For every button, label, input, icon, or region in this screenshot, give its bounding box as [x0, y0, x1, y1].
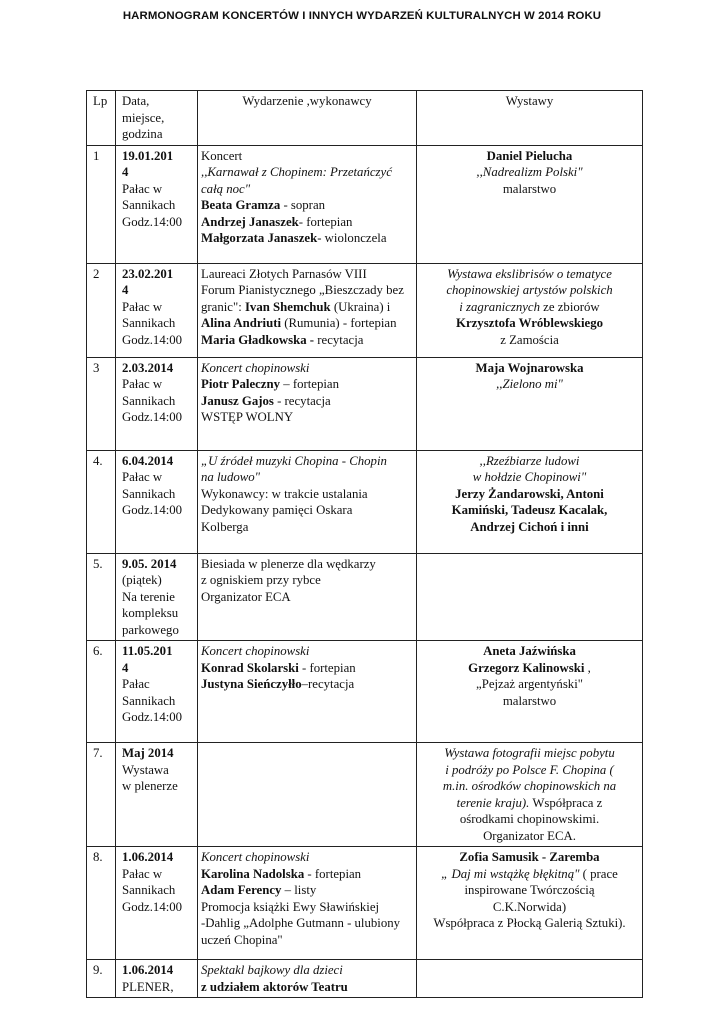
row-date-place: [116, 263, 198, 357]
event-line: Biesiada w plenerze dla wędkarzy: [201, 556, 376, 571]
date-line: 4: [122, 283, 129, 297]
event-line: WSTĘP WOLNY: [201, 410, 294, 424]
exhibit-line: ,,Rzeźbiarze ludowi: [479, 453, 580, 468]
date-line: 9.05. 2014: [122, 556, 177, 571]
date-line: 23.02.201: [122, 266, 174, 281]
table-row: [87, 145, 643, 263]
exhibit-line: Jerzy Żandarowski, Antoni: [455, 486, 604, 501]
exhibit-line: ,,Nadrealizm Polski": [476, 165, 583, 179]
date-line: 1.06.2014: [122, 963, 174, 977]
event-line: Adam Ferency – listy: [201, 883, 317, 897]
date-line: Na terenie: [122, 589, 175, 604]
exhibit-line: Współpraca z Płocką Galerią Sztuki).: [433, 916, 626, 930]
row-date-place: [116, 145, 198, 263]
date-line: 1.06.2014: [122, 850, 174, 864]
event-line: uczeń Chopina": [201, 932, 283, 947]
row-number: 8.: [87, 847, 116, 960]
header-exhibit: Wystawy: [417, 91, 643, 146]
date-line: Godz.14:00: [122, 332, 183, 347]
schedule-table: [86, 90, 643, 998]
row-date-place: [116, 357, 198, 450]
row-date-place: [116, 743, 198, 847]
event-line: Koncert chopinowski: [201, 360, 310, 375]
row-number: 1: [87, 145, 116, 263]
date-line: Pałac w: [122, 866, 163, 881]
date-line: Sannikach: [122, 693, 176, 708]
exhibit-line: i podróży po Polsce F. Chopina (: [445, 762, 614, 777]
event-line: Andrzej Janaszek- fortepian: [201, 214, 353, 229]
event-line: Laureaci Złotych Parnasów VIII: [201, 266, 367, 281]
row-exhibit: [417, 743, 643, 847]
exhibit-line: Organizator ECA.: [483, 828, 576, 843]
event-line: Koncert chopinowski: [201, 850, 310, 864]
header-lp: Lp: [87, 91, 116, 146]
event-line: Promocja książki Ewy Sławińskiej: [201, 899, 380, 914]
row-exhibit: [417, 450, 643, 553]
date-line: Maj 2014: [122, 746, 174, 760]
row-date-place: [116, 847, 198, 960]
exhibit-line: Grzegorz Kalinowski ,: [468, 660, 591, 675]
row-event: [198, 553, 417, 641]
exhibit-line: C.K.Norwida): [492, 899, 567, 914]
table-row: [87, 263, 643, 357]
row-date-place: [116, 553, 198, 641]
date-line: Sannikach: [122, 316, 176, 330]
date-line: Pałac w: [122, 377, 163, 391]
exhibit-line: m.in. ośrodków chopinowskich na: [442, 779, 617, 793]
table-row: [87, 553, 643, 641]
event-line: Koncert chopinowski: [201, 644, 310, 658]
date-line: Pałac w: [122, 470, 163, 484]
event-line: z ogniskiem przy rybce: [201, 573, 321, 587]
date-line: Pałac w: [122, 299, 163, 314]
row-exhibit: [417, 641, 643, 743]
date-line: (piątek): [122, 573, 162, 587]
exhibit-line: terenie kraju). Współpraca z: [456, 795, 603, 810]
row-exhibit: [417, 357, 643, 450]
date-line: Sannikach: [122, 883, 176, 897]
exhibit-line: Wystawa ekslibrisów o tematyce: [447, 266, 612, 281]
exhibit-line: malarstwo: [502, 693, 557, 708]
row-event: [198, 743, 417, 847]
exhibit-line: z Zamościa: [500, 332, 559, 347]
exhibit-line: Krzysztofa Wróblewskiego: [455, 316, 604, 330]
exhibit-line: i zagranicznych ze zbiorów: [459, 299, 600, 314]
row-exhibit: [417, 553, 643, 641]
row-date-place: [116, 450, 198, 553]
exhibit-line: ,,Zielono mi": [496, 377, 563, 391]
date-line: Pałac w: [122, 181, 163, 196]
date-line: Godz.14:00: [122, 410, 183, 424]
row-number: 4.: [87, 450, 116, 553]
row-event: [198, 847, 417, 960]
date-line: 19.01.201: [122, 148, 174, 163]
row-date-place: [116, 960, 198, 998]
table-header-row: [87, 91, 643, 146]
header-event: Wydarzenie ,wykonawcy: [198, 91, 417, 146]
date-line: Sannikach: [122, 198, 176, 212]
row-event: [198, 450, 417, 553]
row-exhibit: [417, 145, 643, 263]
date-line: PLENER,: [122, 979, 174, 994]
date-line: 2.03.2014: [122, 360, 174, 375]
event-line: Justyna Sieńczyłło–recytacja: [201, 677, 355, 691]
header-date: Data, miejsce, godzina: [116, 91, 198, 146]
table-row: [87, 743, 643, 847]
row-exhibit: [417, 847, 643, 960]
event-line: z udziałem aktorów Teatru: [201, 979, 348, 994]
exhibit-line: „ Daj mi wstążkę błękitną" ( prace: [441, 866, 618, 881]
event-line: Konrad Skolarski - fortepian: [201, 660, 356, 675]
event-line: Maria Gładkowska - recytacja: [201, 332, 364, 347]
event-line: Janusz Gajos - recytacja: [201, 393, 331, 408]
row-event: [198, 145, 417, 263]
row-event: [198, 960, 417, 998]
event-line: ,,Karnawał z Chopinem: Przetańczyć: [201, 165, 392, 179]
event-line: „U źródeł muzyki Chopina - Chopin: [201, 453, 387, 468]
table-row: [87, 357, 643, 450]
row-exhibit: [417, 960, 643, 998]
event-line: Alina Andriuti (Rumunia) - fortepian: [201, 316, 397, 330]
date-line: kompleksu: [122, 606, 179, 620]
event-line: Spektakl bajkowy dla dzieci: [201, 963, 343, 977]
exhibit-line: Wystawa fotografii miejsc pobytu: [444, 746, 615, 760]
event-line: Koncert: [201, 148, 243, 163]
date-line: Pałac: [122, 677, 150, 691]
event-line: Beata Gramza - sopran: [201, 198, 326, 212]
exhibit-line: Kamiński, Tadeusz Kacalak,: [451, 503, 608, 517]
exhibit-line: „Pejzaż argentyński": [476, 677, 583, 691]
row-event: [198, 263, 417, 357]
row-number: 2: [87, 263, 116, 357]
exhibit-line: malarstwo: [502, 181, 557, 196]
row-number: 7.: [87, 743, 116, 847]
event-line: Małgorzata Janaszek- wiolonczela: [201, 231, 387, 245]
event-line: całą noc": [201, 181, 251, 196]
exhibit-line: Andrzej Cichoń i inni: [470, 519, 589, 534]
row-date-place: [116, 641, 198, 743]
event-line: granic": Ivan Shemchuk (Ukraina) i: [201, 299, 391, 314]
exhibit-line: inspirowane Twórczością: [464, 883, 595, 897]
event-line: -Dahlig „Adolphe Gutmann - ulubiony: [201, 916, 401, 930]
row-number: 6.: [87, 641, 116, 743]
date-line: 4: [122, 660, 129, 675]
event-line: Organizator ECA: [201, 589, 291, 604]
date-line: parkowego: [122, 622, 179, 637]
date-line: Wystawa: [122, 762, 169, 777]
date-line: Godz.14:00: [122, 503, 183, 517]
row-number: 3: [87, 357, 116, 450]
table-row: [87, 450, 643, 553]
date-line: Godz.14:00: [122, 710, 183, 724]
table-row: [87, 847, 643, 960]
date-line: Godz.14:00: [122, 214, 183, 229]
row-exhibit: [417, 263, 643, 357]
table-row: [87, 960, 643, 998]
row-number: 5.: [87, 553, 116, 641]
exhibit-line: w hołdzie Chopinowi": [472, 470, 587, 484]
exhibit-line: chopinowskiej artystów polskich: [446, 283, 613, 297]
row-event: [198, 357, 417, 450]
table-row: [87, 641, 643, 743]
exhibit-line: Maja Wojnarowska: [475, 360, 584, 375]
event-line: Karolina Nadolska - fortepian: [201, 866, 362, 881]
exhibit-line: Aneta Jaźwińska: [483, 644, 576, 658]
event-line: Kolberga: [201, 519, 249, 534]
exhibit-line: ośrodkami chopinowskimi.: [459, 812, 600, 826]
date-line: Godz.14:00: [122, 899, 183, 914]
document-title: HARMONOGRAM KONCERTÓW I INNYCH WYDARZEŃ KULTURALNYCH W 2014 ROKU: [122, 10, 602, 22]
date-line: w plenerze: [122, 779, 178, 793]
exhibit-line: Zofia Samusik - Zaremba: [459, 850, 600, 864]
event-line: Piotr Paleczny – fortepian: [201, 377, 340, 391]
date-line: Sannikach: [122, 393, 176, 408]
row-number: 9.: [87, 960, 116, 998]
event-line: Forum Pianistycznego „Bieszczady bez: [201, 283, 404, 297]
event-line: Dedykowany pamięci Oskara: [201, 503, 353, 517]
row-event: [198, 641, 417, 743]
date-line: 6.04.2014: [122, 453, 174, 468]
date-line: Sannikach: [122, 486, 176, 501]
event-line: na ludowo": [201, 470, 261, 484]
date-line: 4: [122, 165, 129, 179]
event-line: Wykonawcy: w trakcie ustalania: [201, 486, 368, 501]
exhibit-line: Daniel Pielucha: [486, 148, 573, 163]
date-line: 11.05.201: [122, 644, 173, 658]
